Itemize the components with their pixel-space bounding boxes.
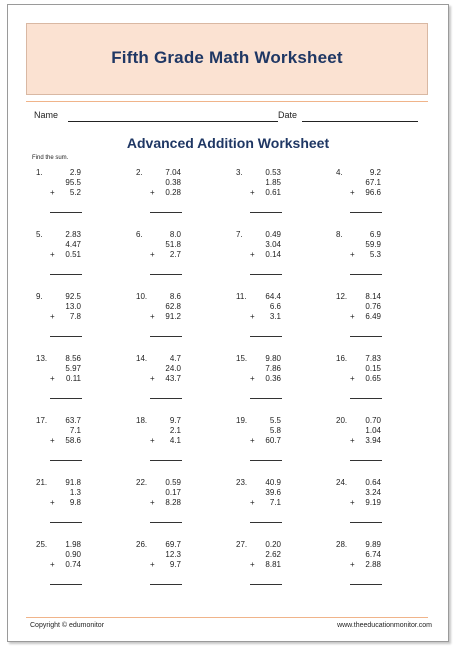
problem-number: 27. [236, 540, 248, 549]
addend-1: 92.5 [65, 292, 81, 301]
problem-item [132, 540, 232, 600]
addend-2: 1.04 [365, 426, 381, 435]
answer-line[interactable] [350, 398, 382, 399]
plus-sign: + [350, 436, 355, 445]
name-field-line[interactable] [68, 121, 278, 122]
addend-1: 8.0 [169, 230, 181, 239]
answer-line[interactable] [50, 522, 82, 523]
problem-number: 13. [36, 354, 48, 363]
addend-1: 9.89 [365, 540, 381, 549]
addend-3: 0.51 [65, 250, 81, 259]
addend-2: 5.8 [269, 426, 281, 435]
plus-sign: + [50, 312, 55, 321]
addend-3: 3.94 [365, 436, 381, 445]
addend-3: 7.8 [69, 312, 81, 321]
problem-number: 3. [236, 168, 243, 177]
plus-sign: + [50, 188, 55, 197]
addend-1: 91.8 [65, 478, 81, 487]
addend-2: 12.3 [165, 550, 181, 559]
answer-line[interactable] [250, 336, 282, 337]
name-label: Name [34, 110, 59, 120]
plus-sign: + [50, 374, 55, 383]
addend-2: 3.24 [365, 488, 381, 497]
addend-2: 13.0 [65, 302, 81, 311]
addend-2: 24.0 [165, 364, 181, 373]
page-title: Fifth Grade Math Worksheet [111, 48, 343, 67]
addend-1: 1.98 [65, 540, 81, 549]
problem-number: 25. [36, 540, 48, 549]
addend-1: 9.7 [169, 416, 181, 425]
plus-sign: + [150, 312, 155, 321]
problem-item [32, 478, 132, 538]
addend-1: 2.83 [65, 230, 81, 239]
addend-1: 0.64 [365, 478, 381, 487]
addend-2: 51.8 [165, 240, 181, 249]
plus-sign: + [350, 560, 355, 569]
problem-item [232, 230, 332, 290]
addend-3: 9.19 [365, 498, 381, 507]
addend-1: 0.20 [265, 540, 281, 549]
addend-2: 7.1 [69, 426, 81, 435]
header-divider [26, 101, 428, 102]
plus-sign: + [150, 436, 155, 445]
addend-3: 0.61 [265, 188, 281, 197]
addend-3: 8.81 [265, 560, 281, 569]
date-field-line[interactable] [302, 121, 418, 122]
addend-3: 5.3 [369, 250, 381, 259]
problem-item [32, 292, 132, 352]
plus-sign: + [250, 374, 255, 383]
problem-number: 14. [136, 354, 148, 363]
problem-item [332, 230, 432, 290]
addend-3: 2.7 [169, 250, 181, 259]
problem-number: 8. [336, 230, 343, 239]
addend-2: 6.74 [365, 550, 381, 559]
plus-sign: + [350, 250, 355, 259]
problem-number: 16. [336, 354, 348, 363]
addend-3: 3.1 [269, 312, 281, 321]
date-label: Date [278, 110, 298, 120]
answer-line[interactable] [150, 274, 182, 275]
addend-2: 67.1 [365, 178, 381, 187]
addend-2: 62.8 [165, 302, 181, 311]
problem-grid [32, 168, 432, 608]
addend-3: 6.49 [365, 312, 381, 321]
problem-number: 18. [136, 416, 148, 425]
problem-item [132, 230, 232, 290]
problem-number: 5. [36, 230, 43, 239]
addend-1: 7.83 [365, 354, 381, 363]
name-date-row [34, 110, 430, 124]
addend-2: 59.9 [365, 240, 381, 249]
plus-sign: + [150, 374, 155, 383]
addend-3: 91.2 [165, 312, 181, 321]
addend-1: 0.70 [365, 416, 381, 425]
problem-number: 22. [136, 478, 148, 487]
addend-3: 8.28 [165, 498, 181, 507]
answer-line[interactable] [250, 584, 282, 585]
problem-number: 10. [136, 292, 148, 301]
addend-3: 43.7 [165, 374, 181, 383]
answer-line[interactable] [50, 398, 82, 399]
answer-line[interactable] [150, 212, 182, 213]
header-banner [26, 23, 428, 95]
answer-line[interactable] [350, 336, 382, 337]
addend-2: 2.1 [169, 426, 181, 435]
addend-3: 0.74 [65, 560, 81, 569]
answer-line[interactable] [250, 212, 282, 213]
problem-item [332, 540, 432, 600]
problem-item [232, 540, 332, 600]
problem-item [32, 540, 132, 600]
answer-line[interactable] [150, 584, 182, 585]
problem-item [132, 354, 232, 414]
answer-line[interactable] [350, 460, 382, 461]
plus-sign: + [250, 560, 255, 569]
answer-line[interactable] [50, 336, 82, 337]
problem-item [32, 354, 132, 414]
answer-line[interactable] [50, 212, 82, 213]
worksheet-subtitle: Advanced Addition Worksheet [126, 135, 330, 151]
problem-item [332, 168, 432, 228]
problem-number: 20. [336, 416, 348, 425]
addend-2: 0.15 [365, 364, 381, 373]
plus-sign: + [150, 560, 155, 569]
answer-line[interactable] [50, 460, 82, 461]
plus-sign: + [150, 250, 155, 259]
addend-2: 0.90 [65, 550, 81, 559]
plus-sign: + [250, 250, 255, 259]
addend-1: 8.14 [365, 292, 381, 301]
problem-number: 1. [36, 168, 43, 177]
addend-3: 7.1 [269, 498, 281, 507]
problem-number: 12. [336, 292, 348, 301]
addend-2: 5.97 [65, 364, 81, 373]
addend-3: 2.88 [365, 560, 381, 569]
plus-sign: + [50, 436, 55, 445]
plus-sign: + [150, 498, 155, 507]
answer-line[interactable] [350, 522, 382, 523]
problem-number: 7. [236, 230, 243, 239]
problem-number: 28. [336, 540, 348, 549]
addend-3: 0.14 [265, 250, 281, 259]
plus-sign: + [350, 498, 355, 507]
answer-line[interactable] [50, 274, 82, 275]
addend-3: 9.8 [69, 498, 81, 507]
problem-number: 11. [236, 292, 247, 301]
addend-1: 9.2 [369, 168, 381, 177]
problem-number: 19. [236, 416, 248, 425]
problem-item [232, 354, 332, 414]
problem-item [132, 478, 232, 538]
addend-3: 0.65 [365, 374, 381, 383]
answer-line[interactable] [250, 460, 282, 461]
problem-number: 9. [36, 292, 43, 301]
addend-3: 58.6 [65, 436, 81, 445]
plus-sign: + [250, 312, 255, 321]
addend-1: 6.9 [369, 230, 381, 239]
problem-item [132, 168, 232, 228]
answer-line[interactable] [350, 212, 382, 213]
addend-2: 7.86 [265, 364, 281, 373]
addend-1: 4.7 [169, 354, 181, 363]
addend-2: 39.6 [265, 488, 281, 497]
problem-number: 6. [136, 230, 143, 239]
answer-line[interactable] [350, 584, 382, 585]
addend-1: 2.9 [69, 168, 81, 177]
addend-2: 6.6 [269, 302, 281, 311]
answer-line[interactable] [150, 398, 182, 399]
problem-number: 2. [136, 168, 143, 177]
addend-1: 0.49 [265, 230, 281, 239]
problem-number: 23. [236, 478, 248, 487]
addend-2: 1.85 [265, 178, 281, 187]
instruction-text: Find the sum. [32, 155, 69, 161]
plus-sign: + [250, 498, 255, 507]
addend-2: 1.3 [69, 488, 81, 497]
copyright-text: Copyright © edumonitor [30, 622, 105, 629]
problem-item [332, 416, 432, 476]
addend-1: 0.59 [165, 478, 181, 487]
problem-number: 4. [336, 168, 343, 177]
plus-sign: + [150, 188, 155, 197]
addend-1: 69.7 [165, 540, 181, 549]
plus-sign: + [350, 312, 355, 321]
addend-1: 5.5 [269, 416, 281, 425]
addend-1: 8.56 [65, 354, 81, 363]
problem-item [332, 292, 432, 352]
problem-item [232, 292, 332, 352]
addend-3: 0.36 [265, 374, 281, 383]
answer-line[interactable] [150, 460, 182, 461]
plus-sign: + [50, 250, 55, 259]
addend-3: 96.6 [365, 188, 381, 197]
answer-line[interactable] [250, 274, 282, 275]
answer-line[interactable] [50, 584, 82, 585]
problem-item [32, 168, 132, 228]
answer-line[interactable] [150, 522, 182, 523]
problem-item [132, 416, 232, 476]
addend-1: 64.4 [265, 292, 281, 301]
addend-1: 9.80 [265, 354, 281, 363]
answer-line[interactable] [150, 336, 182, 337]
problem-number: 24. [336, 478, 348, 487]
plus-sign: + [50, 498, 55, 507]
problem-item [232, 416, 332, 476]
worksheet-page [7, 4, 449, 642]
problem-item [232, 478, 332, 538]
problem-item [32, 230, 132, 290]
addend-3: 0.11 [66, 374, 81, 383]
addend-3: 4.1 [169, 436, 181, 445]
addend-2: 2.62 [265, 550, 281, 559]
addend-1: 7.04 [165, 168, 181, 177]
problem-number: 21. [36, 478, 48, 487]
problem-item [32, 416, 132, 476]
answer-line[interactable] [350, 274, 382, 275]
plus-sign: + [350, 188, 355, 197]
addend-2: 3.04 [265, 240, 281, 249]
problem-number: 15. [236, 354, 248, 363]
addend-1: 0.53 [265, 168, 281, 177]
addend-3: 0.28 [165, 188, 181, 197]
website-text: www.theeducationmonitor.com [337, 622, 432, 629]
plus-sign: + [250, 188, 255, 197]
footer-divider [26, 617, 428, 618]
plus-sign: + [250, 436, 255, 445]
plus-sign: + [350, 374, 355, 383]
problem-item [232, 168, 332, 228]
addend-2: 0.38 [165, 178, 181, 187]
problem-item [332, 478, 432, 538]
addend-3: 60.7 [265, 436, 281, 445]
addend-3: 9.7 [169, 560, 181, 569]
addend-1: 8.6 [169, 292, 181, 301]
problem-number: 17. [36, 416, 48, 425]
addend-2: 0.17 [165, 488, 181, 497]
problem-item [332, 354, 432, 414]
addend-2: 0.76 [365, 302, 381, 311]
problem-number: 26. [136, 540, 148, 549]
addend-2: 95.5 [65, 178, 81, 187]
answer-line[interactable] [250, 398, 282, 399]
addend-3: 5.2 [69, 188, 81, 197]
plus-sign: + [50, 560, 55, 569]
addend-2: 4.47 [65, 240, 81, 249]
addend-1: 63.7 [65, 416, 81, 425]
answer-line[interactable] [250, 522, 282, 523]
problem-item [132, 292, 232, 352]
addend-1: 40.9 [265, 478, 281, 487]
